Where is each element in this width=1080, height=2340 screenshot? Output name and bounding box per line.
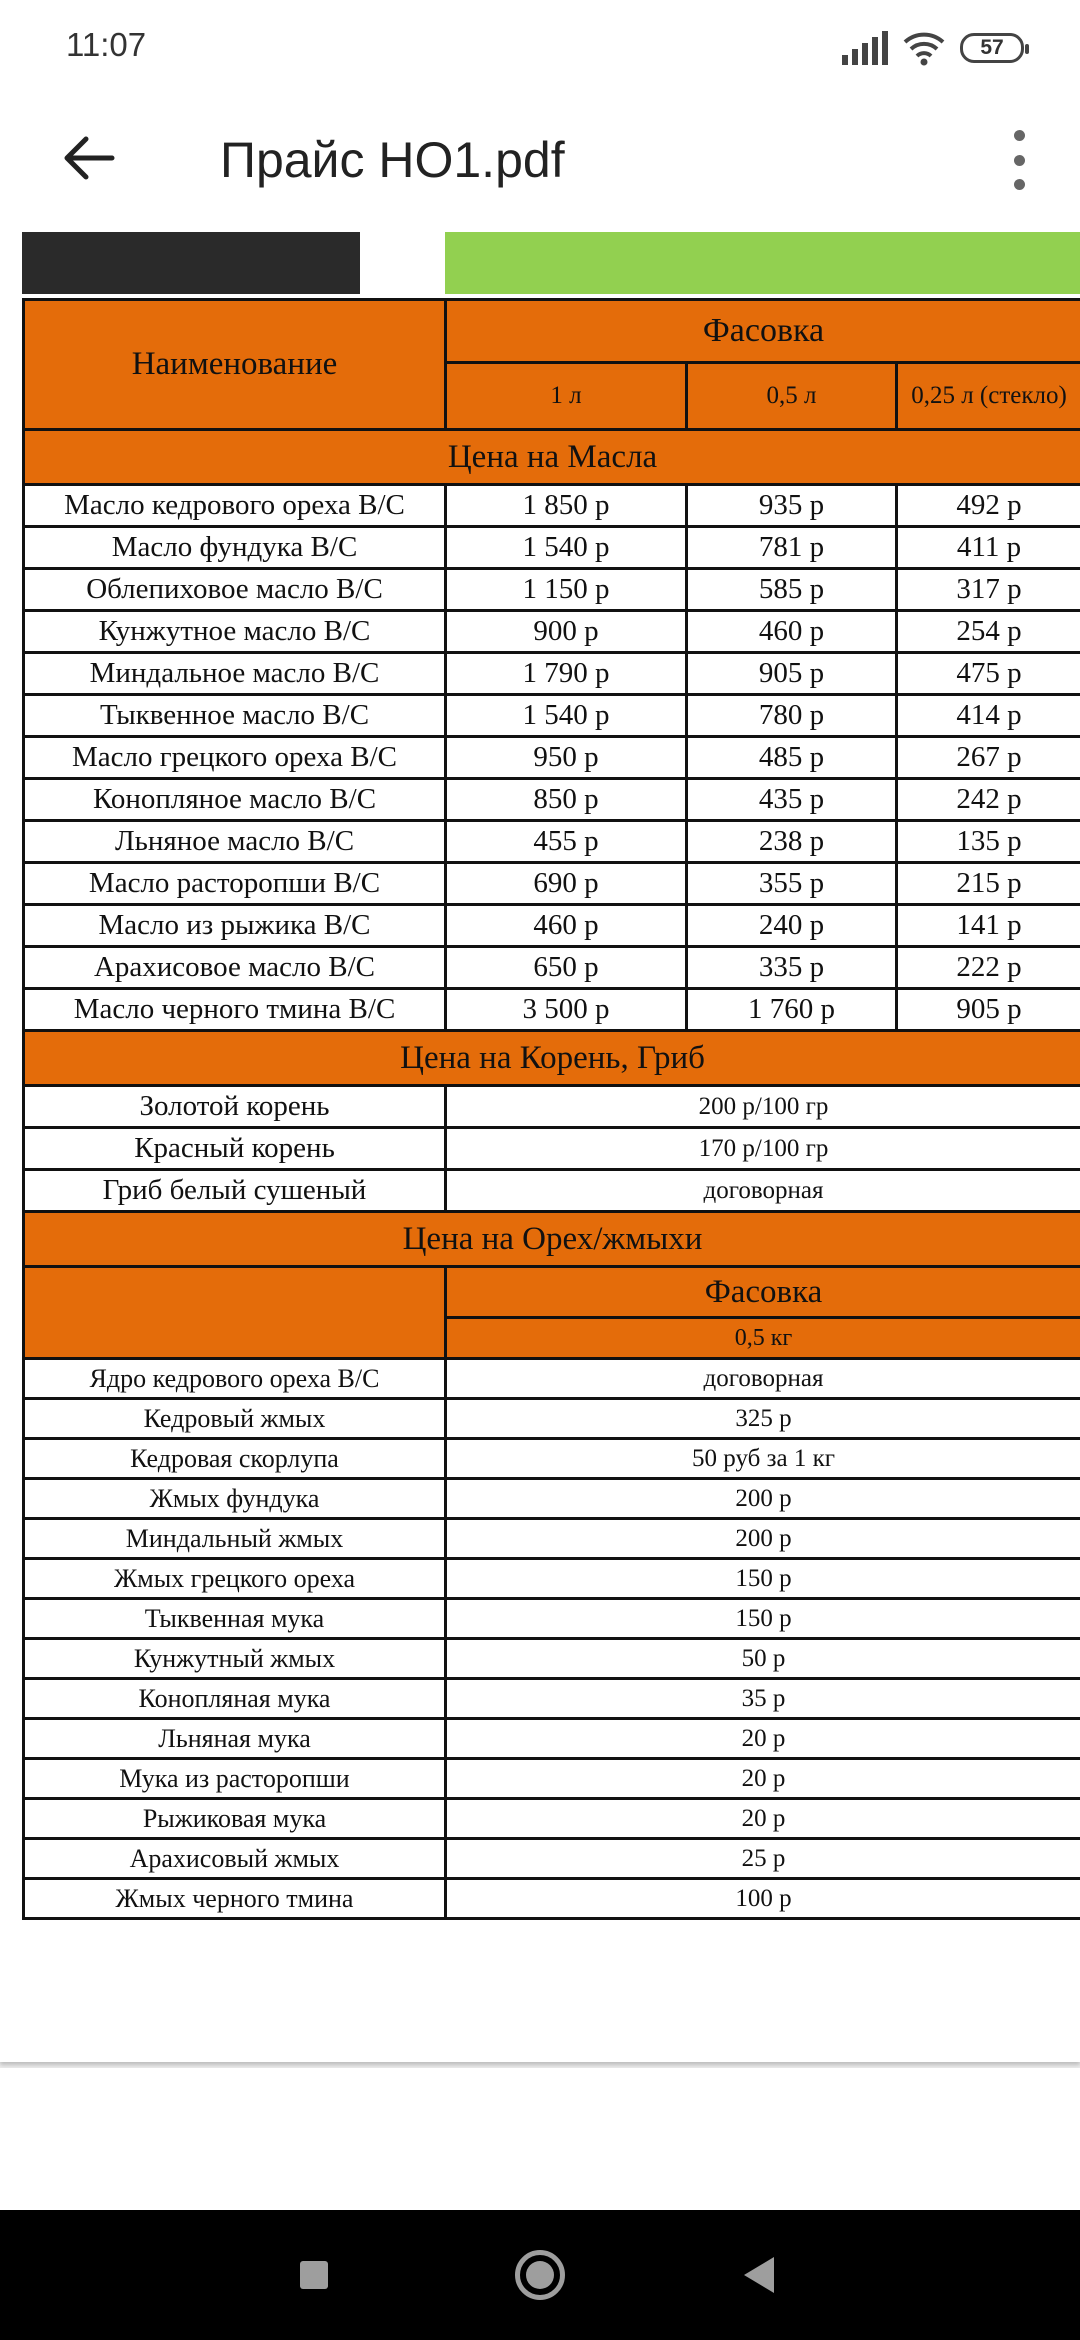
product-name: Красный корень	[24, 1128, 446, 1170]
price-1l: 690 р	[446, 863, 687, 905]
table-row	[24, 485, 1080, 527]
header-green-block	[445, 232, 1080, 294]
product-name: Масло черного тмина В/С	[24, 989, 446, 1031]
product-name: Масло расторопши В/С	[24, 863, 446, 905]
price-05l: 935 р	[687, 485, 897, 527]
nuts-header-row	[24, 1267, 1080, 1318]
table-row	[24, 1639, 1080, 1679]
product-name: Кунжутное масло В/С	[24, 611, 446, 653]
price-05l: 355 р	[687, 863, 897, 905]
table-row	[24, 947, 1080, 989]
table-row	[24, 1170, 1080, 1212]
price: 20 р	[446, 1759, 1080, 1799]
app-bar	[0, 96, 1080, 232]
price-05l: 1 760 р	[687, 989, 897, 1031]
table-row	[24, 821, 1080, 863]
product-name: Льняное масло В/С	[24, 821, 446, 863]
header-dark-block	[22, 232, 360, 294]
product-name: Льняная мука	[24, 1719, 446, 1759]
price-05l: 585 р	[687, 569, 897, 611]
price: 50 р	[446, 1639, 1080, 1679]
price: 20 р	[446, 1719, 1080, 1759]
signal-icon	[842, 31, 888, 65]
table-row	[24, 737, 1080, 779]
table-row	[24, 1679, 1080, 1719]
product-name: Масло грецкого ореха В/С	[24, 737, 446, 779]
price-05l: 335 р	[687, 947, 897, 989]
price-table	[22, 298, 1080, 1920]
table-row	[24, 1519, 1080, 1559]
price-025l: 215 р	[897, 863, 1080, 905]
product-name: Мука из расторопши	[24, 1759, 446, 1799]
table-row	[24, 1439, 1080, 1479]
table-row	[24, 695, 1080, 737]
price-025l: 492 р	[897, 485, 1080, 527]
pdf-page	[0, 232, 1080, 2062]
price-025l: 222 р	[897, 947, 1080, 989]
price-05l: 905 р	[687, 653, 897, 695]
table-row	[24, 611, 1080, 653]
table-row	[24, 1479, 1080, 1519]
price-1l: 1 790 р	[446, 653, 687, 695]
price-025l: 135 р	[897, 821, 1080, 863]
product-name: Кедровый жмых	[24, 1399, 446, 1439]
price-05l: 238 р	[687, 821, 897, 863]
product-name: Кедровая скорлупа	[24, 1439, 446, 1479]
price: 150 р	[446, 1599, 1080, 1639]
price-1l: 950 р	[446, 737, 687, 779]
home-icon[interactable]	[515, 2250, 565, 2300]
price: 150 р	[446, 1559, 1080, 1599]
nuts-header-blank	[24, 1267, 446, 1359]
price: 200 р	[446, 1479, 1080, 1519]
section-nuts: Цена на Орех/жмыхи	[24, 1212, 1080, 1267]
price-1l: 1 540 р	[446, 527, 687, 569]
table-row	[24, 653, 1080, 695]
price-05l: 781 р	[687, 527, 897, 569]
product-name: Арахисовый жмых	[24, 1839, 446, 1879]
price-1l: 650 р	[446, 947, 687, 989]
battery-icon: 57	[960, 33, 1024, 63]
product-name: Жмых фундука	[24, 1479, 446, 1519]
more-options-icon[interactable]	[1012, 130, 1026, 190]
nuts-header-size: 0,5 кг	[446, 1318, 1080, 1359]
table-row	[24, 989, 1080, 1031]
nav-back-icon[interactable]	[744, 2257, 774, 2293]
table-row	[24, 779, 1080, 821]
price-025l: 414 р	[897, 695, 1080, 737]
table-row	[24, 1399, 1080, 1439]
price-1l: 460 р	[446, 905, 687, 947]
product-name: Миндальный жмых	[24, 1519, 446, 1559]
product-name: Кунжутный жмых	[24, 1639, 446, 1679]
product-name: Арахисовое масло В/С	[24, 947, 446, 989]
product-name: Рыжиковая мука	[24, 1799, 446, 1839]
nuts-header-packaging: Фасовка	[446, 1267, 1080, 1318]
table-row	[24, 1759, 1080, 1799]
recent-apps-icon[interactable]	[300, 2261, 328, 2289]
table-row	[24, 1086, 1080, 1128]
product-name: Облепиховое масло В/С	[24, 569, 446, 611]
price-1l: 900 р	[446, 611, 687, 653]
price: 35 р	[446, 1679, 1080, 1719]
back-arrow-icon[interactable]	[56, 126, 120, 190]
price-05l: 435 р	[687, 779, 897, 821]
price-025l: 317 р	[897, 569, 1080, 611]
section-row	[24, 1031, 1080, 1086]
price: договорная	[446, 1359, 1080, 1399]
table-row	[24, 1719, 1080, 1759]
header-name: Наименование	[24, 300, 446, 430]
price-025l: 411 р	[897, 527, 1080, 569]
section-oils: Цена на Масла	[24, 430, 1080, 485]
product-name: Миндальное масло В/С	[24, 653, 446, 695]
price: договорная	[446, 1170, 1080, 1212]
table-row	[24, 1559, 1080, 1599]
status-time: 11:07	[66, 26, 147, 63]
product-name: Ядро кедрового ореха В/С	[24, 1359, 446, 1399]
status-bar	[0, 0, 1080, 96]
price-05l: 460 р	[687, 611, 897, 653]
wifi-icon	[902, 30, 946, 66]
status-icons	[842, 28, 1024, 68]
price-025l: 475 р	[897, 653, 1080, 695]
price-025l: 141 р	[897, 905, 1080, 947]
table-row	[24, 527, 1080, 569]
product-name: Конопляное масло В/С	[24, 779, 446, 821]
table-row	[24, 1599, 1080, 1639]
price-05l: 780 р	[687, 695, 897, 737]
price: 50 руб за 1 кг	[446, 1439, 1080, 1479]
price-1l: 850 р	[446, 779, 687, 821]
section-row	[24, 1212, 1080, 1267]
price-1l: 1 150 р	[446, 569, 687, 611]
table-row	[24, 905, 1080, 947]
header-packaging: Фасовка	[446, 300, 1080, 363]
price-1l: 1 540 р	[446, 695, 687, 737]
price: 20 р	[446, 1799, 1080, 1839]
table-row	[24, 569, 1080, 611]
header-size-05l: 0,5 л	[687, 363, 897, 430]
header-size-1l: 1 л	[446, 363, 687, 430]
price-05l: 485 р	[687, 737, 897, 779]
product-name: Тыквенная мука	[24, 1599, 446, 1639]
document-title: Прайс НО1.pdf	[220, 132, 565, 188]
table-row	[24, 1839, 1080, 1879]
price-1l: 3 500 р	[446, 989, 687, 1031]
header-size-025l: 0,25 л (стекло)	[897, 363, 1080, 430]
price-1l: 1 850 р	[446, 485, 687, 527]
price: 325 р	[446, 1399, 1080, 1439]
table-row	[24, 863, 1080, 905]
price: 25 р	[446, 1839, 1080, 1879]
price-025l: 254 р	[897, 611, 1080, 653]
product-name: Золотой корень	[24, 1086, 446, 1128]
table-row	[24, 1799, 1080, 1839]
price: 200 р/100 гр	[446, 1086, 1080, 1128]
product-name: Гриб белый сушеный	[24, 1170, 446, 1212]
product-name: Масло из рыжика В/С	[24, 905, 446, 947]
product-name: Масло фундука В/С	[24, 527, 446, 569]
table-row	[24, 1879, 1080, 1919]
price-1l: 455 р	[446, 821, 687, 863]
price-025l: 267 р	[897, 737, 1080, 779]
product-name: Жмых черного тмина	[24, 1879, 446, 1919]
price: 170 р/100 гр	[446, 1128, 1080, 1170]
price-025l: 242 р	[897, 779, 1080, 821]
table-row	[24, 1128, 1080, 1170]
table-row	[24, 1359, 1080, 1399]
section-roots: Цена на Корень, Гриб	[24, 1031, 1080, 1086]
product-name: Тыквенное масло В/С	[24, 695, 446, 737]
product-name: Конопляная мука	[24, 1679, 446, 1719]
product-name: Масло кедрового ореха В/С	[24, 485, 446, 527]
product-name: Жмых грецкого ореха	[24, 1559, 446, 1599]
price: 200 р	[446, 1519, 1080, 1559]
price: 100 р	[446, 1879, 1080, 1919]
pdf-viewer[interactable]	[0, 232, 1080, 2068]
price-025l: 905 р	[897, 989, 1080, 1031]
price-05l: 240 р	[687, 905, 897, 947]
